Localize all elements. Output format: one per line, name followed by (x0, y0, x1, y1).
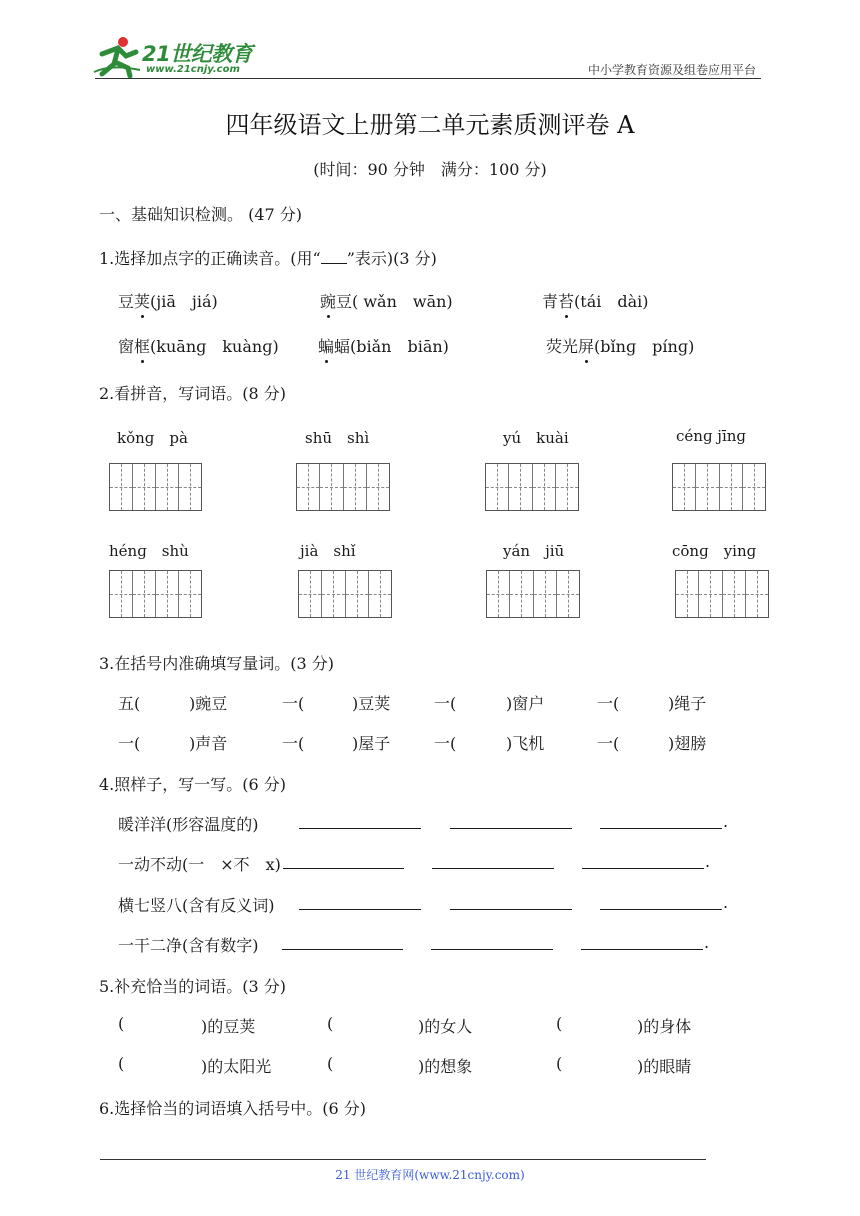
section-heading: 一、基础知识检测。 (47 分) (99, 205, 303, 224)
measure-word-close: )声音 (189, 734, 228, 753)
question-5-heading: 5.补充恰当的词语。(3 分) (99, 977, 287, 996)
answer-line[interactable] (450, 814, 572, 829)
runner-icon (92, 34, 142, 78)
answer-line[interactable] (431, 935, 553, 950)
header-divider (95, 78, 761, 79)
example-word: 暖洋洋(形容温度的) (118, 815, 259, 834)
answer-line[interactable] (600, 895, 722, 910)
fill-open: ( (118, 1014, 125, 1033)
question-1-heading (99, 246, 437, 269)
fill-close: )的太阳光 (201, 1057, 272, 1076)
writing-grid[interactable] (109, 463, 202, 511)
measure-word-close: )豆荚 (352, 694, 391, 713)
measure-word-close: )飞机 (506, 734, 545, 753)
measure-word-close: )窗户 (506, 694, 545, 713)
platform-name: 中小学教育资源及组卷应用平台 (587, 63, 756, 77)
measure-word-open: 一( (434, 734, 457, 753)
fill-open: ( (327, 1014, 334, 1033)
q1-item: 窗框(kuānɡ kuànɡ) (118, 334, 279, 357)
question-6-heading: 6.选择恰当的词语填入括号中。(6 分) (99, 1099, 367, 1118)
question-2-heading: 2.看拼音，写词语。(8 分) (99, 384, 287, 403)
example-word: 横七竖八(含有反义词) (118, 896, 275, 915)
fill-open: ( (118, 1054, 125, 1073)
measure-word-open: 一( (282, 694, 305, 713)
answer-line[interactable] (582, 854, 704, 869)
q1-item: 豆荚(jiā jiá) (118, 289, 218, 312)
writing-grid[interactable] (109, 570, 202, 618)
measure-word-open: 一( (282, 734, 305, 753)
site-logo (92, 34, 262, 78)
pinyin-label: cénɡ jīnɡ (676, 427, 747, 445)
writing-grid[interactable] (485, 463, 579, 511)
measure-word-close: )豌豆 (189, 694, 228, 713)
end-period: . (723, 893, 729, 912)
measure-word-open: 一( (434, 694, 457, 713)
example-word: 一干二净(含有数字) (118, 936, 259, 955)
pinyin-label: hénɡ shù (109, 542, 189, 560)
writing-grid[interactable] (486, 570, 580, 618)
q1-prefix: 1.选择加点字的正确读音。(用“ (99, 249, 321, 268)
writing-grid[interactable] (675, 570, 769, 618)
question-4-heading: 4.照样子，写一写。(6 分) (99, 775, 287, 794)
fill-close: )的眼睛 (637, 1057, 692, 1076)
fill-close: )的女人 (418, 1017, 473, 1036)
fill-close: )的身体 (637, 1017, 692, 1036)
measure-word-open: 一( (597, 734, 620, 753)
end-period: . (704, 933, 710, 952)
answer-blank (321, 249, 347, 264)
measure-word-open: 一( (597, 694, 620, 713)
q1-item: 豌豆( wǎn wān) (320, 289, 453, 312)
measure-word-close: )屋子 (352, 734, 391, 753)
writing-grid[interactable] (298, 570, 392, 618)
question-3-heading: 3.在括号内准确填写量词。(3 分) (99, 654, 335, 673)
end-period: . (705, 852, 711, 871)
q1-item: 青苔(tái dài) (542, 289, 649, 312)
fill-close: )的豆荚 (201, 1017, 256, 1036)
q1-suffix: ”表示)(3 分) (346, 249, 437, 268)
q1-item: 蝙蝠(biǎn biān) (318, 334, 449, 357)
answer-line[interactable] (432, 854, 554, 869)
pinyin-label: kǒnɡ pà (117, 429, 188, 447)
pinyin-label: yú kuài (503, 429, 569, 447)
pinyin-label: cōnɡ yinɡ (672, 542, 757, 560)
measure-word-open: 五( (118, 694, 141, 713)
fill-close: )的想象 (418, 1057, 473, 1076)
measure-word-open: 一( (118, 734, 141, 753)
pinyin-label: shū shì (305, 429, 370, 447)
fill-open: ( (327, 1054, 334, 1073)
writing-grid[interactable] (672, 463, 766, 511)
fill-open: ( (556, 1054, 563, 1073)
answer-line[interactable] (299, 895, 421, 910)
answer-line[interactable] (600, 814, 722, 829)
measure-word-close: )绳子 (668, 694, 707, 713)
logo-url: www.21cnjy.com (146, 64, 240, 75)
answer-line[interactable] (282, 935, 403, 950)
example-word: 一动不动(一 ×不 x) (118, 855, 281, 874)
answer-line[interactable] (450, 895, 572, 910)
logo-text: 21世纪教育 (142, 42, 253, 66)
end-period: . (723, 812, 729, 831)
answer-line[interactable] (581, 935, 703, 950)
writing-grid[interactable] (296, 463, 390, 511)
measure-word-close: )翅膀 (668, 734, 707, 753)
exam-info: (时间：90 分钟 满分：100 分) (313, 160, 547, 179)
footer-link[interactable]: 21 世纪教育网(www.21cnjy.com) (335, 1168, 525, 1182)
footer-divider (100, 1159, 706, 1160)
answer-line[interactable] (283, 854, 404, 869)
pinyin-label: yán jiū (503, 542, 565, 560)
page-title: 四年级语文上册第二单元素质测评卷 A (225, 111, 635, 139)
fill-open: ( (556, 1014, 563, 1033)
q1-item: 荧光屏(bǐnɡ pínɡ) (546, 334, 694, 357)
pinyin-label: jià shǐ (300, 542, 356, 560)
answer-line[interactable] (299, 814, 421, 829)
